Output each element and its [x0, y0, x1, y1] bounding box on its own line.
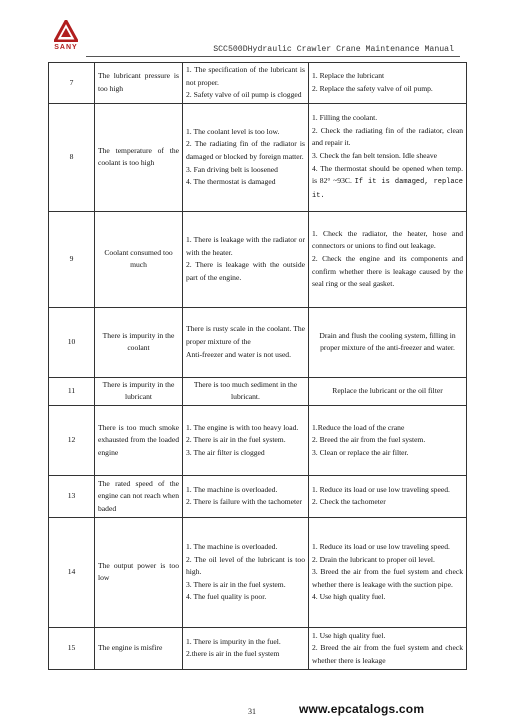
cause-cell [183, 517, 309, 627]
remedy-item: 2. Breed the air from the fuel system. [312, 435, 426, 445]
remedy-cell [309, 307, 467, 377]
table-row [49, 627, 467, 669]
remedy-item: 4. Use high quality fuel. [312, 592, 386, 602]
remedy-item: 2. Check the radiating fin of the radiator, clean and repair it. [312, 125, 463, 148]
cause-item: 2. There is air in the fuel system. [186, 435, 286, 445]
table-row [49, 377, 467, 405]
remedy-cell [309, 517, 467, 627]
row-number: 15 [49, 627, 95, 669]
remedy-cell [309, 103, 467, 211]
row-number: 9 [49, 211, 95, 307]
row-number: 11 [49, 377, 95, 405]
cause-item: 4. The fuel quality is poor. [186, 592, 267, 602]
cause-cell [183, 405, 309, 475]
remedy-cell [309, 475, 467, 517]
fault-cell: There is too much smoke exhausted from the loaded engine [95, 405, 183, 475]
manual-title: SCC500DHydraulic Crawler Crane Maintenance Manual [213, 45, 454, 54]
page-header [0, 0, 512, 60]
row-number: 14 [49, 517, 95, 627]
table-row [49, 103, 467, 211]
cause-item: There is too much sediment in the lubricant. [193, 379, 298, 402]
remedy-item: 1. Reduce its load or use low traveling speed. [312, 484, 450, 494]
remedy-item: 1.Reduce the load of the crane [312, 422, 405, 432]
remedy-cell [309, 377, 467, 405]
fault-cell: The rated speed of the engine can not reach when baded [95, 475, 183, 517]
cause-item: 1. The coolant level is too low. [186, 126, 280, 136]
row-number: 8 [49, 103, 95, 211]
table-row [49, 475, 467, 517]
remedy-item: 3. Breed the air from the fuel system and check whether there is leakage with the suction pipe. [312, 567, 463, 589]
troubleshooting-table [48, 62, 467, 670]
cause-cell [183, 211, 309, 307]
remedy-item [312, 163, 463, 203]
remedy-item: 3. Clean or replace the air filter. [312, 447, 409, 457]
row-number: 10 [49, 307, 95, 377]
cause-cell [183, 307, 309, 377]
cause-item: 1. The engine is with too heavy load. [186, 422, 299, 432]
remedy-item: 2. Check the tachometer [312, 497, 386, 507]
cause-item: 1. There is leakage with the radiator or with the heater. [186, 235, 305, 257]
table-row [49, 63, 467, 104]
cause-item: 2. The radiating fin of the radiator is damaged or blocked by foreign matter. [186, 139, 305, 161]
table-row [49, 405, 467, 475]
fault-cell: There is impurity in the coolant [95, 307, 183, 377]
cause-item: 2. There is leakage with the outside part of the engine. [186, 260, 305, 282]
remedy-cell [309, 63, 467, 104]
fault-cell: There is impurity in the lubricant [95, 377, 183, 405]
remedy-note: If it is damaged, replace it. [312, 178, 463, 200]
row-number: 13 [49, 475, 95, 517]
sany-triangle-icon [54, 20, 78, 42]
cause-item: Anti-freezer and water is not used. [186, 349, 292, 359]
remedy-cell [309, 405, 467, 475]
remedy-item: Replace the lubricant or the oil filter [332, 386, 443, 396]
cause-item: There is rusty scale in the coolant. The proper mixture of the [186, 324, 305, 346]
fault-cell: The engine is misfire [95, 627, 183, 669]
cause-cell [183, 627, 309, 669]
header-divider [86, 56, 460, 57]
remedy-item: 2. Drain the lubricant to proper oil level. [312, 554, 435, 564]
remedy-item: 2. Breed the air from the fuel system and check whether there is leakage [312, 643, 463, 665]
cause-item: 1. The specification of the lubricant is not proper. [186, 65, 305, 87]
table-row [49, 307, 467, 377]
cause-cell [183, 63, 309, 104]
fault-cell: Coolant consumed too much [95, 211, 183, 307]
brand-name: SANY [54, 44, 78, 51]
cause-item: 3. The air filter is clogged [186, 447, 265, 457]
cause-item: 1. The machine is overloaded. [186, 484, 278, 494]
cause-item: 1. There is impurity in the fuel. [186, 636, 281, 646]
remedy-item: 2. Replace the safety valve of oil pump. [312, 83, 433, 93]
cause-item: 2. The oil level of the lubricant is too high. [186, 554, 305, 577]
remedy-cell [309, 627, 467, 669]
row-number: 12 [49, 405, 95, 475]
table-row [49, 211, 467, 307]
cause-item: 3. Fan driving belt is loosened [186, 164, 278, 174]
remedy-item: 2. Check the engine and its components and confirm whether there is leakage caused by the seal ring or the seal gasket. [312, 253, 463, 289]
remedy-item: 3. Check the fan belt tension. Idle sheave [312, 150, 438, 160]
remedy-item: 1. Replace the lubricant [312, 71, 385, 81]
watermark-url: www.epcatalogs.com [299, 702, 425, 716]
cause-cell [183, 475, 309, 517]
remedy-item: 1. Filling the coolant. [312, 113, 378, 123]
fault-cell: The output power is too low [95, 517, 183, 627]
cause-item: 2. There is failure with the tachometer [186, 497, 303, 507]
row-number: 7 [49, 63, 95, 104]
fault-cell: The temperature of the coolant is too high [95, 103, 183, 211]
table-row [49, 517, 467, 627]
cause-item: 1. The machine is overloaded. [186, 541, 278, 551]
page-number: 31 [248, 707, 256, 716]
remedy-item: 1. Reduce its load or use low traveling speed. [312, 541, 450, 551]
cause-item: 4. The thermostat is damaged [186, 177, 276, 187]
sany-logo [46, 20, 86, 58]
remedy-cell [309, 211, 467, 307]
remedy-text: 4. The thermostat should be opened when temp. is 82° ~93C. [312, 163, 463, 186]
remedy-item: 1. Check the radiator, the heater, hose and connectors or unions to find out leakage. [312, 228, 463, 251]
cause-item: 2.there is air in the fuel system [186, 649, 280, 659]
cause-cell [183, 377, 309, 405]
cause-item: 2. Safety valve of oil pump is clogged [186, 90, 302, 100]
fault-cell: The lubricant pressure is too high [95, 63, 183, 104]
remedy-item: 1. Use high quality fuel. [312, 630, 386, 640]
remedy-item: Drain and flush the cooling system, filling in proper mixture of the anti-freezer and water. [319, 330, 456, 353]
cause-item: 3. There is air in the fuel system. [186, 579, 286, 589]
cause-cell [183, 103, 309, 211]
